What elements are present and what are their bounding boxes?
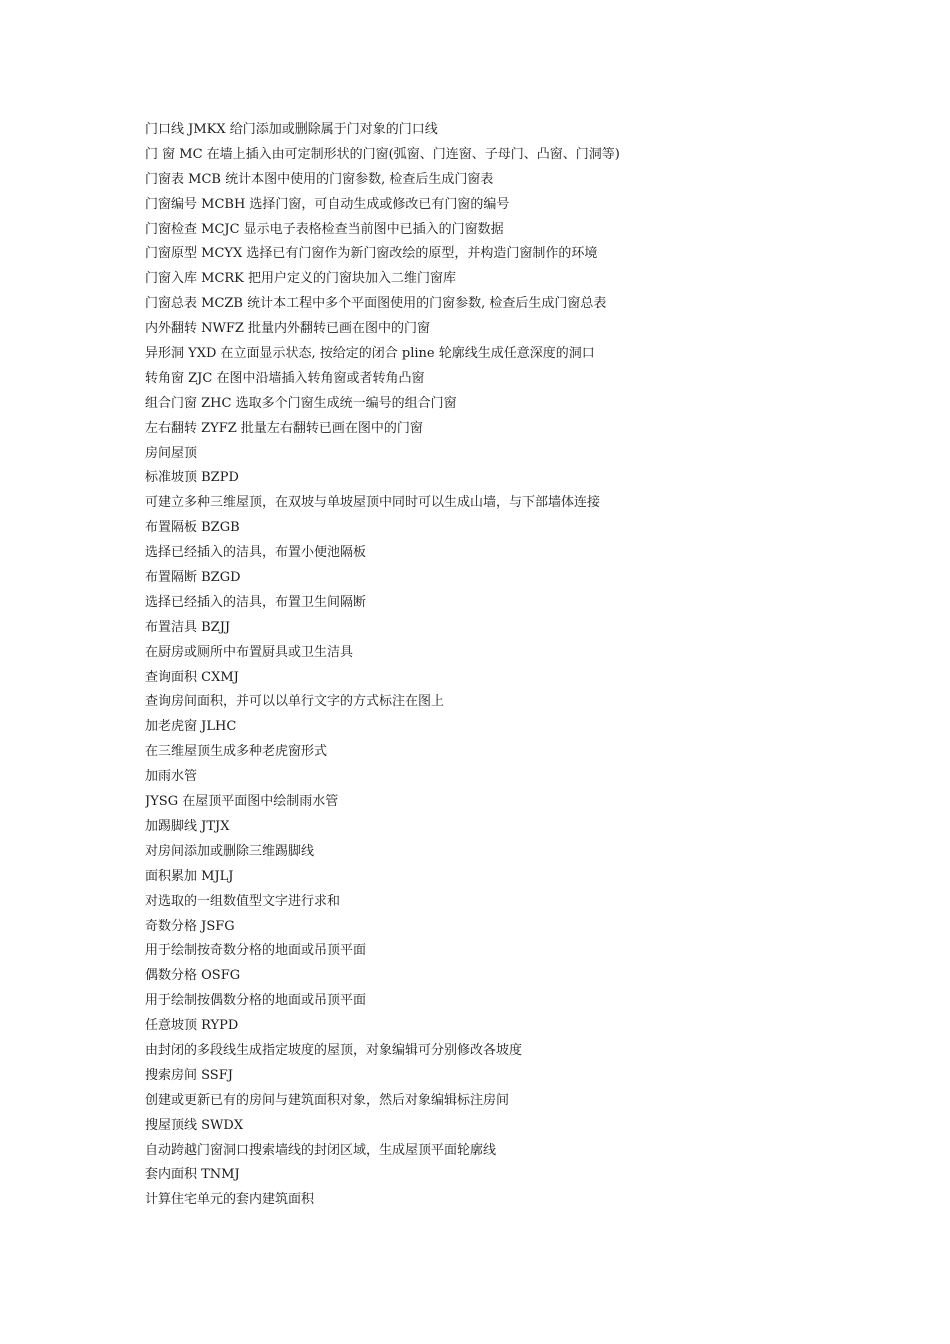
- text-line: 左右翻转 ZYFZ 批量左右翻转已画在图中的门窗: [145, 420, 423, 436]
- text-line: 选择已经插入的洁具，布置卫生间隔断: [145, 594, 367, 610]
- text-line: 标准坡顶 BZPD: [145, 470, 239, 486]
- text-line: 门 窗 MC 在墙上插入由可定制形状的门窗(弧窗、门连窗、子母门、凸窗、门洞等): [145, 146, 620, 162]
- text-line: 可建立多种三维屋顶，在双坡与单坡屋顶中同时可以生成山墙，与下部墙体连接: [145, 495, 601, 511]
- text-line: 布置隔断 BZGD: [145, 570, 241, 586]
- text-line: 门窗表 MCB 统计本图中使用的门窗参数, 检查后生成门窗表: [145, 171, 494, 187]
- text-line: 查询面积 CXMJ: [145, 669, 239, 685]
- text-line: 布置隔板 BZGB: [145, 520, 240, 536]
- text-line: 由封闭的多段线生成指定坡度的屋顶，对象编辑可分别修改各坡度: [145, 1042, 523, 1058]
- document-body: [145, 118, 905, 1213]
- text-line: 布置洁具 BZJJ: [145, 619, 231, 635]
- text-line: 偶数分格 OSFG: [145, 968, 241, 984]
- text-line: 加雨水管: [145, 769, 198, 785]
- text-line: 门窗原型 MCYX 选择已有门窗作为新门窗改绘的原型，并构造门窗制作的环境: [145, 246, 598, 262]
- text-line: 查询房间面积，并可以以单行文字的方式标注在图上: [145, 694, 445, 710]
- text-line: 搜屋顶线 SWDX: [145, 1117, 244, 1133]
- text-line: 套内面积 TNMJ: [145, 1167, 240, 1183]
- text-line: 房间屋顶: [145, 445, 198, 461]
- text-line: 计算住宅单元的套内建筑面积: [145, 1192, 315, 1208]
- text-line: 用于绘制按奇数分格的地面或吊顶平面: [145, 943, 367, 959]
- text-line: 用于绘制按偶数分格的地面或吊顶平面: [145, 993, 367, 1009]
- text-line: 门窗编号 MCBH 选择门窗，可自动生成或修改已有门窗的编号: [145, 196, 510, 212]
- text-line: 转角窗 ZJC 在图中沿墙插入转角窗或者转角凸窗: [145, 370, 425, 386]
- text-line: 内外翻转 NWFZ 批量内外翻转已画在图中的门窗: [145, 321, 431, 337]
- text-line: 面积累加 MJLJ: [145, 868, 234, 884]
- text-line: 门窗检查 MCJC 显示电子表格检查当前图中已插入的门窗数据: [145, 221, 504, 237]
- text-line: 选择已经插入的洁具，布置小便池隔板: [145, 545, 367, 561]
- text-line: 搜索房间 SSFJ: [145, 1067, 233, 1083]
- text-line: 对选取的一组数值型文字进行求和: [145, 893, 341, 909]
- text-line: 加踢脚线 JTJX: [145, 818, 230, 834]
- text-line: 异形洞 YXD 在立面显示状态, 按给定的闭合 pline 轮廓线生成任意深度的洞口: [145, 346, 595, 362]
- text-line: 创建或更新已有的房间与建筑面积对象，然后对象编辑标注房间: [145, 1092, 510, 1108]
- text-line: 自动跨越门窗洞口搜索墙线的封闭区域，生成屋顶平面轮廓线: [145, 1142, 497, 1158]
- text-line: 组合门窗 ZHC 选取多个门窗生成统一编号的组合门窗: [145, 395, 457, 411]
- text-line: 加老虎窗 JLHC: [145, 719, 237, 735]
- text-line: JYSG 在屋顶平面图中绘制雨水管: [145, 794, 339, 810]
- text-line: 在厨房或厕所中布置厨具或卫生洁具: [145, 644, 354, 660]
- text-line: 对房间添加或删除三维踢脚线: [145, 843, 315, 859]
- text-line: 任意坡顶 RYPD: [145, 1018, 239, 1034]
- text-line: 奇数分格 JSFG: [145, 918, 235, 934]
- text-line: 门窗入库 MCRK 把用户定义的门窗块加入二维门窗库: [145, 271, 457, 287]
- text-line: 门口线 JMKX 给门添加或删除属于门对象的门口线: [145, 122, 438, 137]
- text-line: 在三维屋顶生成多种老虎窗形式: [145, 744, 328, 760]
- text-line: 门窗总表 MCZB 统计本工程中多个平面图使用的门窗参数, 检查后生成门窗总表: [145, 296, 607, 312]
